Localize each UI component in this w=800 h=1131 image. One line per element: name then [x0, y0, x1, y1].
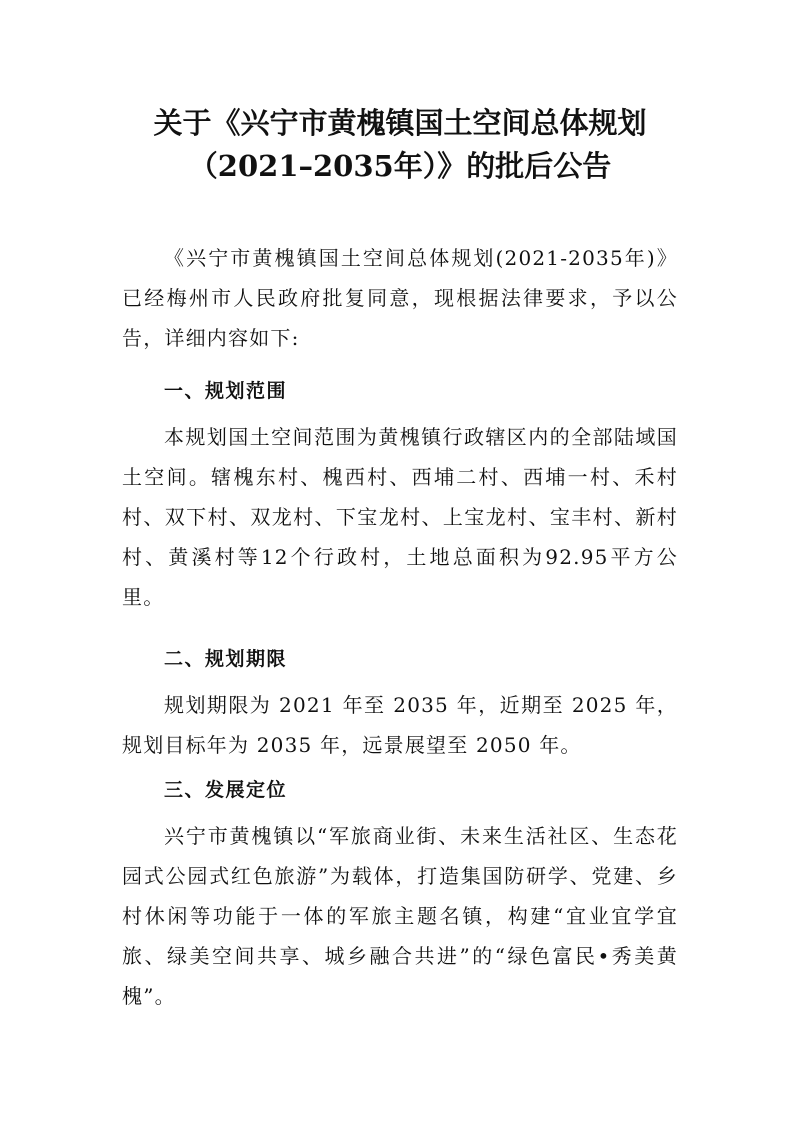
document-title-line-1: 关于《兴宁市黄槐镇国土空间总体规划: [153, 106, 647, 140]
section-body-scope: 本规划国土空间范围为黄槐镇行政辖区内的全部陆域国土空间。辖槐东村、槐西村、西埔二村、西埔一村、禾村村、双下村、双龙村、下宝龙村、上宝龙村、宝丰村、新村村、黄溪村等12个行政村，土地总面积为92.95平方公里。: [122, 425, 678, 609]
section-heading-period: 二、规划期限: [164, 648, 288, 670]
section-body-period: 规划期限为 2021 年至 2035 年，近期至 2025 年，规划目标年为 2035 年，远景展望至 2050 年。: [122, 693, 678, 757]
document-title-line-2: （2021–2035年）》的批后公告: [188, 149, 612, 183]
section-heading-positioning: 三、发展定位: [164, 779, 288, 801]
intro-paragraph: 《兴宁市黄槐镇国土空间总体规划(2021-2035年)》已经梅州市人民政府批复同意，现根据法律要求，予以公告，详细内容如下:: [122, 246, 678, 350]
section-body-positioning: 兴宁市黄槐镇以“军旅商业街、未来生活社区、生态花园式公园式红色旅游”为载体，打造集国防研学、党建、乡村休闲等功能于一体的军旅主题名镇，构建“宜业宜学宜旅、绿美空间共享、城乡融合共进”的“绿色富民•秀美黄槐”。: [122, 824, 678, 1008]
section-heading-scope: 一、规划范围: [164, 380, 288, 402]
